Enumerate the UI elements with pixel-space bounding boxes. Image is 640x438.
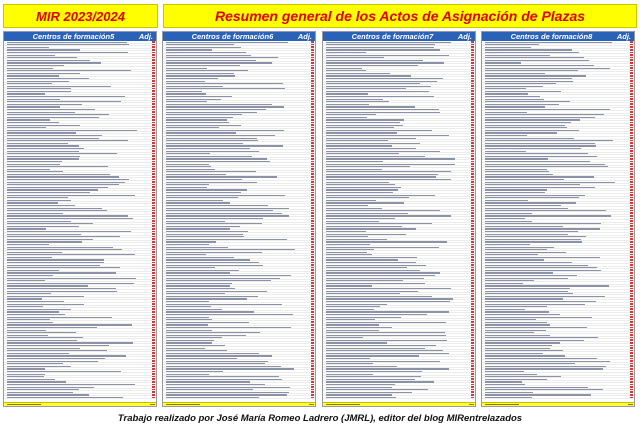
column-centros-5 — [3, 31, 157, 407]
column-title: Centros de formación7 — [351, 32, 434, 41]
column-total-row — [323, 402, 475, 406]
column-total-row — [4, 402, 156, 406]
centre-list[interactable] — [482, 41, 634, 405]
column-adj-label: Adj. — [297, 32, 312, 41]
page-title-year: MIR 2023/2024 — [36, 8, 125, 24]
centre-list[interactable] — [4, 41, 156, 405]
column-header — [4, 32, 156, 41]
list-row — [4, 396, 156, 399]
column-centros-8 — [481, 31, 635, 407]
column-title: Centros de formación5 — [32, 32, 115, 41]
page-title: Resumen general de los Actos de Asignación de Plazas — [214, 8, 586, 24]
centre-list[interactable] — [163, 41, 315, 405]
column-header — [163, 32, 315, 41]
title-banner-left — [3, 4, 158, 28]
column-title: Centros de formación8 — [510, 32, 593, 41]
column-centros-6 — [162, 31, 316, 407]
column-total-row — [163, 402, 315, 406]
list-row — [323, 396, 475, 399]
column-adj-label: Adj. — [616, 32, 631, 41]
column-header — [482, 32, 634, 41]
column-title: Centros de formación6 — [191, 32, 274, 41]
list-row — [482, 396, 634, 399]
column-adj-label: Adj. — [138, 32, 153, 41]
title-banner-right — [163, 4, 637, 28]
list-row — [163, 396, 315, 399]
column-centros-7 — [322, 31, 476, 407]
column-header — [323, 32, 475, 41]
centre-list[interactable] — [323, 41, 475, 405]
column-total-row — [482, 402, 634, 406]
credit-line: Trabajo realizado por José María Romeo Ladrero (JMRL), editor del blog MIRentrelazados — [117, 413, 523, 424]
column-adj-label: Adj. — [457, 32, 472, 41]
